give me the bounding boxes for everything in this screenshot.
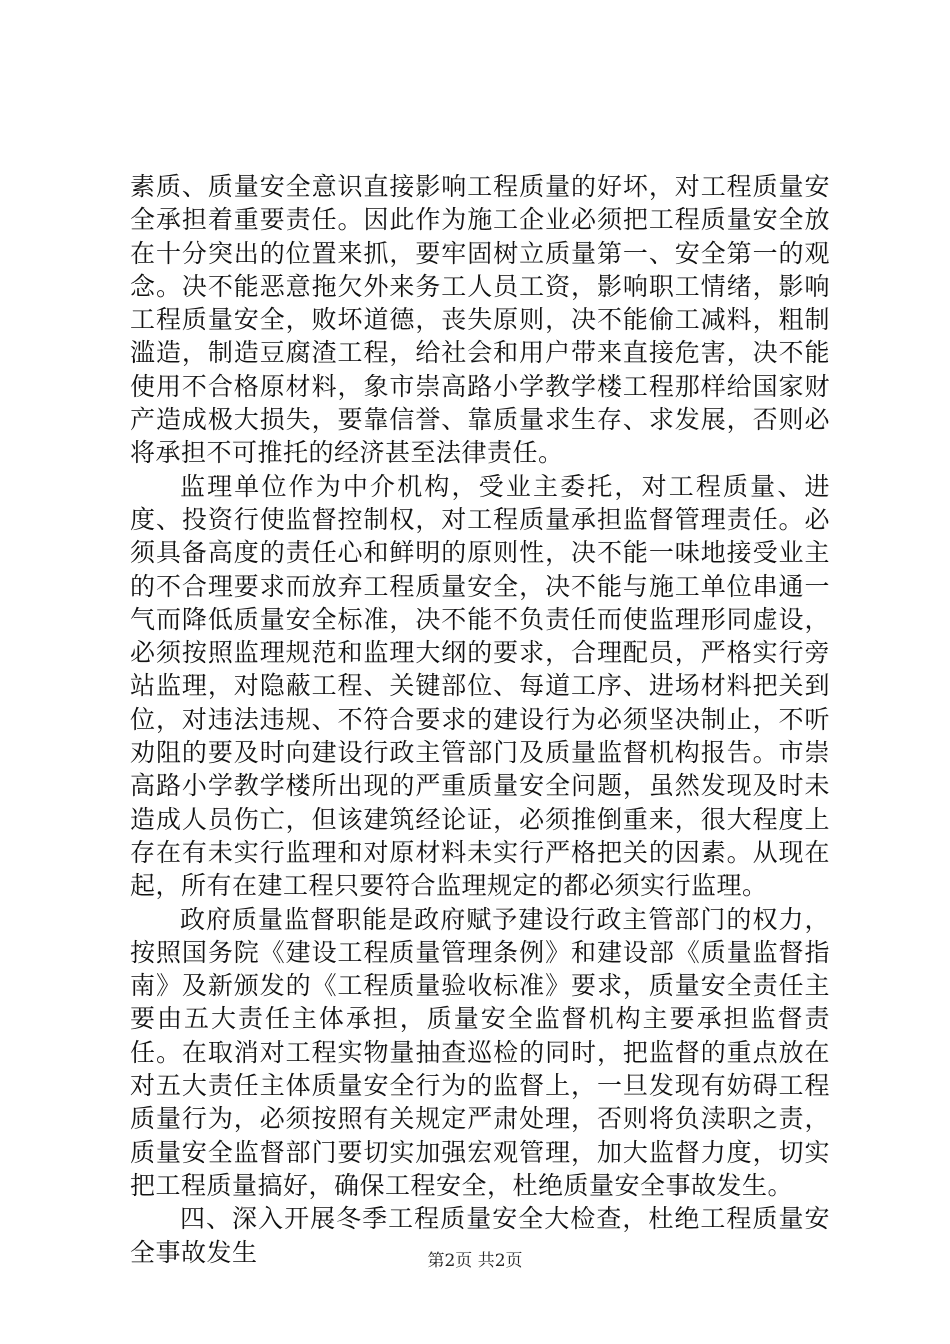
paragraph-3: 政府质量监督职能是政府赋予建设行政主管部门的权力，按照国务院《建设工程质量管理条例》和建设部《质量监督指南》及新颁发的《工程质量验收标准》要求，质量安全责任主要由五大责任主体承担，质量安全监督机构主要承担监督责任。在取消对工程实物量抽查巡检的同时，把监督的重点放在对五大责任主体质量安全行为的监督上，一旦发现有妨碍工程质量行为，必须按照有关规定严肃处理，否则将负渎职之责，质量安全监督部门要切实加强宏观管理，加大监督力度，切实把工程质量搞好，确保工程安全，杜绝质量安全事故发生。 (130, 904, 830, 1200)
document-body (130, 170, 830, 1269)
paragraph-1: 素质、质量安全意识直接影响工程质量的好坏，对工程质量安全承担着重要责任。因此作为施工企业必须把工程质量安全放在十分突出的位置来抓，要牢固树立质量第一、安全第一的观念。决不能恶意拖欠外来务工人员工资，影响职工情绪，影响工程质量安全，败坏道德，丧失原则，决不能偷工减料，粗制滥造，制造豆腐渣工程，给社会和用户带来直接危害，决不能使用不合格原材料，象市崇高路小学教学楼工程那样给国家财产造成极大损失，要靠信誉、靠质量求生存、求发展，否则必将承担不可推托的经济甚至法律责任。 (130, 172, 830, 468)
page-number: 第2页 共2页 (427, 1251, 523, 1271)
paragraph-2: 监理单位作为中介机构，受业主委托，对工程质量、进度、投资行使监督控制权，对工程质量承担监督管理责任。必须具备高度的责任心和鲜明的原则性，决不能一味地接受业主的不合理要求而放弃工程质量安全，决不能与施工单位串通一气而降低质量安全标准，决不能不负责任而使监理形同虚设，必须按照监理规范和监理大纲的要求，合理配员，严格实行旁站监理，对隐蔽工程、关键部位、每道工序、进场材料把关到位，对违法违规、不符合要求的建设行为必须坚决制止，不听劝阻的要及时向建设行政主管部门及质量监督机构报告。市崇高路小学教学楼所出现的严重质量安全问题，虽然发现及时未造成人员伤亡，但该建筑经论证，必须推倒重来，很大程度上存在有未实行监理和对原材料未实行严格把关的因素。从现在起，所有在建工程只要符合监理规定的都必须实行监理。 (130, 471, 830, 901)
section-heading-4: 四、深入开展冬季工程质量安全大检查，杜绝工程质量安全事故发生 (130, 1204, 830, 1267)
page-footer (0, 1246, 950, 1271)
